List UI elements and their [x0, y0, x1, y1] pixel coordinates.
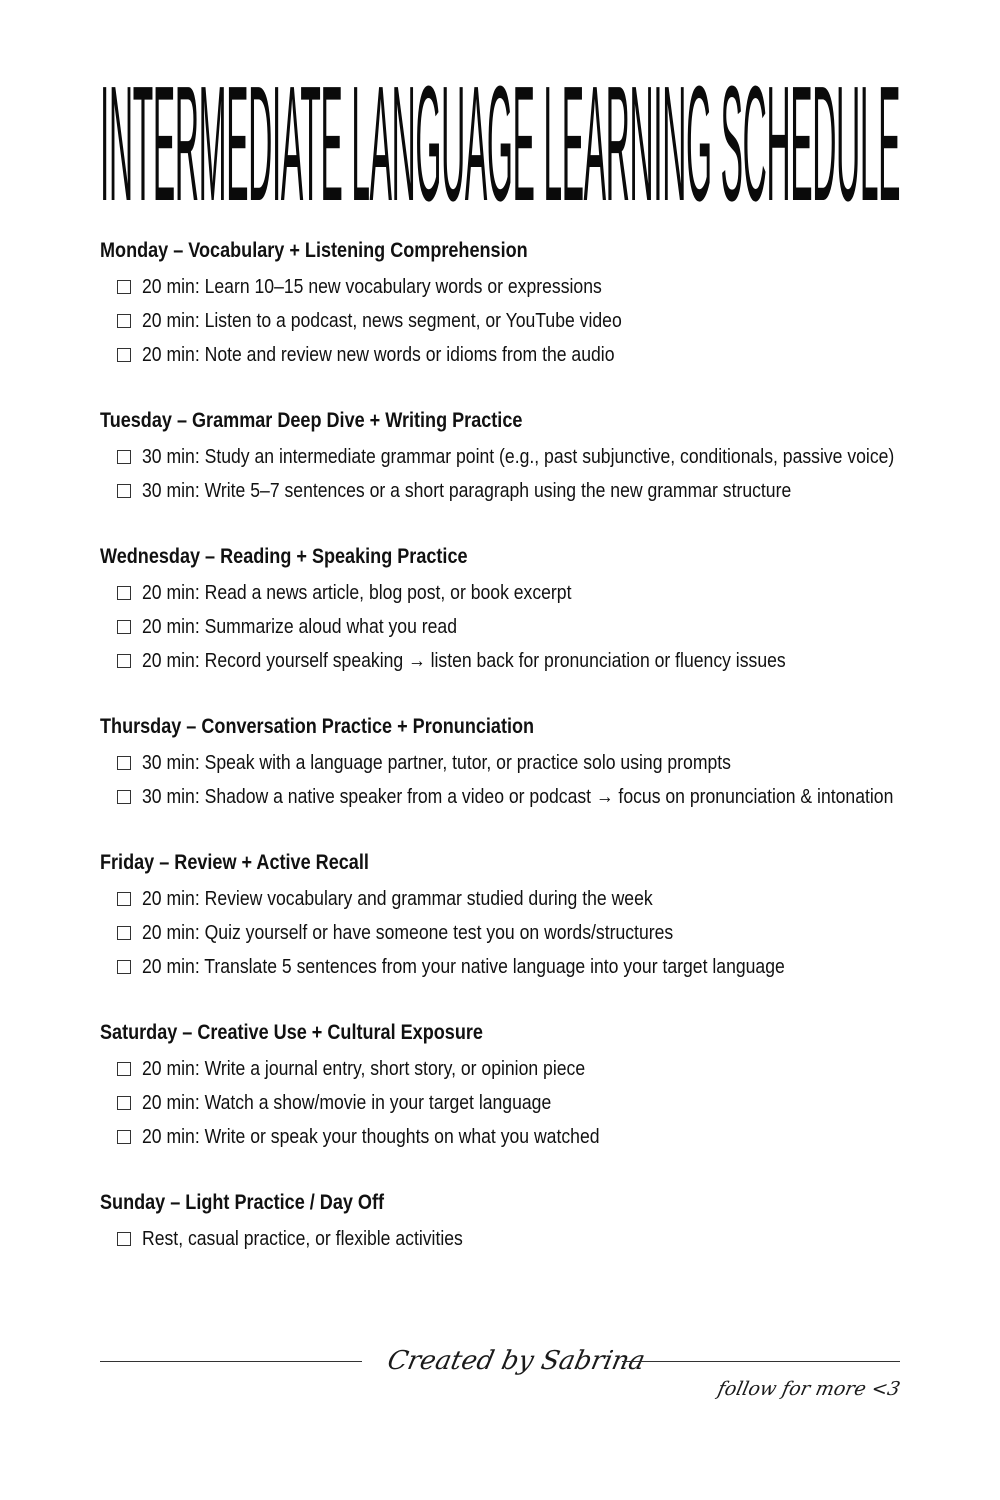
task-checkbox[interactable]	[117, 280, 131, 294]
task-text: 20 min: Quiz yourself or have someone test you on words/structures	[142, 922, 674, 944]
day-section-wednesday	[100, 542, 900, 678]
task-checkbox[interactable]	[117, 1062, 131, 1076]
task-text: 20 min: Watch a show/movie in your target language	[142, 1092, 552, 1114]
task-item	[100, 1120, 900, 1154]
task-item	[100, 338, 900, 372]
task-checkbox[interactable]	[117, 484, 131, 498]
task-text: 20 min: Write a journal entry, short story, or opinion piece	[142, 1058, 586, 1080]
task-checkbox[interactable]	[117, 314, 131, 328]
task-text: 20 min: Review vocabulary and grammar studied during the week	[142, 888, 653, 910]
footer-divider-right	[622, 1361, 900, 1362]
task-text: 20 min: Record yourself speaking → listen back for pronunciation or fluency issues	[142, 650, 786, 672]
day-section-thursday	[100, 712, 900, 814]
task-item	[100, 916, 900, 950]
task-checkbox[interactable]	[117, 654, 131, 668]
day-heading: Thursday – Conversation Practice + Pronunciation	[100, 715, 535, 738]
task-item	[100, 440, 900, 474]
task-checkbox[interactable]	[117, 960, 131, 974]
task-item	[100, 576, 900, 610]
task-text: 30 min: Write 5–7 sentences or a short paragraph using the new grammar structure	[142, 480, 792, 502]
day-section-sunday	[100, 1188, 900, 1256]
task-checkbox[interactable]	[117, 1130, 131, 1144]
task-checkbox[interactable]	[117, 926, 131, 940]
day-section-friday	[100, 848, 900, 984]
task-text: 30 min: Study an intermediate grammar point (e.g., past subjunctive, conditionals, passive voice)	[142, 446, 895, 468]
follow-note: follow for more <3	[715, 1378, 903, 1400]
task-item	[100, 1052, 900, 1086]
task-checkbox[interactable]	[117, 790, 131, 804]
task-text: 20 min: Read a news article, blog post, or book excerpt	[142, 582, 572, 604]
day-heading: Tuesday – Grammar Deep Dive + Writing Practice	[100, 409, 523, 432]
task-checkbox[interactable]	[117, 586, 131, 600]
day-heading: Friday – Review + Active Recall	[100, 851, 369, 874]
task-text: 30 min: Speak with a language partner, tutor, or practice solo using prompts	[142, 752, 731, 774]
credit-signature: Created by Sabrina	[384, 1346, 648, 1376]
task-item	[100, 780, 900, 814]
day-heading: Saturday – Creative Use + Cultural Exposure	[100, 1021, 483, 1044]
page-title	[100, 52, 901, 235]
task-item	[100, 644, 900, 678]
task-item	[100, 882, 900, 916]
footer	[100, 1340, 903, 1410]
task-text: 20 min: Summarize aloud what you read	[142, 616, 458, 638]
task-checkbox[interactable]	[117, 892, 131, 906]
day-heading: Wednesday – Reading + Speaking Practice	[100, 545, 468, 568]
schedule	[100, 236, 900, 1290]
task-text: 20 min: Learn 10–15 new vocabulary words or expressions	[142, 276, 602, 298]
task-item	[100, 1222, 900, 1256]
day-section-saturday	[100, 1018, 900, 1154]
task-checkbox[interactable]	[117, 620, 131, 634]
task-item	[100, 610, 900, 644]
task-item	[100, 746, 900, 780]
task-checkbox[interactable]	[117, 348, 131, 362]
day-heading: Monday – Vocabulary + Listening Comprehension	[100, 239, 528, 262]
day-heading: Sunday – Light Practice / Day Off	[100, 1191, 385, 1214]
task-text: 20 min: Write or speak your thoughts on what you watched	[142, 1126, 600, 1148]
task-text: 20 min: Note and review new words or idioms from the audio	[142, 344, 615, 366]
page-title-text: INTERMEDIATE LANGUAGE LEARNING SCHEDULE	[100, 52, 901, 235]
day-section-monday	[100, 236, 900, 372]
task-item	[100, 304, 900, 338]
task-text: 30 min: Shadow a native speaker from a video or podcast → focus on pronunciation & intonation	[142, 786, 894, 808]
footer-divider-left	[100, 1361, 362, 1362]
task-checkbox[interactable]	[117, 450, 131, 464]
task-item	[100, 950, 900, 984]
task-text: Rest, casual practice, or flexible activities	[142, 1228, 463, 1250]
day-section-tuesday	[100, 406, 900, 508]
task-checkbox[interactable]	[117, 1096, 131, 1110]
task-item	[100, 270, 900, 304]
task-item	[100, 1086, 900, 1120]
task-item	[100, 474, 900, 508]
task-checkbox[interactable]	[117, 1232, 131, 1246]
task-checkbox[interactable]	[117, 756, 131, 770]
task-text: 20 min: Listen to a podcast, news segment, or YouTube video	[142, 310, 622, 332]
task-text: 20 min: Translate 5 sentences from your native language into your target language	[142, 956, 785, 978]
